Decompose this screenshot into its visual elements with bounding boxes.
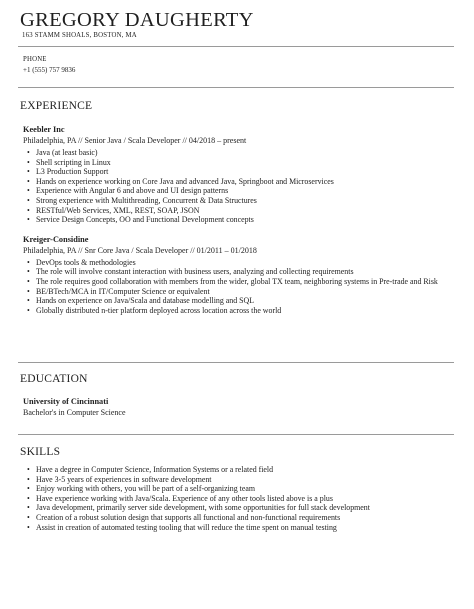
phone-number: +1 (555) 757 9836	[23, 66, 76, 74]
list-item: • Strong experience with Multithreading, Concurrent & Data Structures	[27, 195, 257, 205]
list-item: • The role will involve constant interaction with business users, analyzing and collecting requirements	[27, 267, 354, 277]
list-item: • DevOps tools & methodologies	[27, 257, 136, 267]
experience-divider	[18, 362, 454, 363]
job-entry	[23, 234, 453, 316]
list-item: • Have experience working with Java/Scala. Experience of any other tools listed above is a plus	[27, 493, 333, 503]
bullet-icon: •	[27, 215, 30, 225]
list-item: • Enjoy working with others, you will be part of a self-organizing team	[27, 484, 255, 494]
bullet-icon: •	[27, 267, 30, 277]
experience-section	[23, 124, 453, 315]
experience-heading: EXPERIENCE	[20, 100, 93, 112]
education-heading: EDUCATION	[20, 373, 88, 385]
job-role: Philadelphia, PA // Snr Core Java / Scala Developer // 01/2011 – 01/2018	[23, 245, 257, 255]
job-entry	[23, 124, 453, 225]
bullet-icon: •	[27, 522, 30, 532]
bullet-icon: •	[27, 474, 30, 484]
bullet-icon: •	[27, 286, 30, 296]
list-item: • Globally distributed n-tier platform deployed across location across the world	[27, 305, 282, 315]
list-item: • Creation of a robust solution design that supports all functional and non-functional requirements	[27, 512, 341, 522]
bullet-icon: •	[27, 296, 30, 306]
bullet-icon: •	[27, 484, 30, 494]
contact-divider	[18, 87, 454, 88]
skills-heading: SKILLS	[20, 446, 61, 458]
header-divider	[18, 46, 454, 47]
education-section	[23, 396, 453, 418]
bullet-icon: •	[27, 305, 30, 315]
bullet-icon: •	[27, 148, 30, 157]
skills-list	[23, 465, 453, 532]
job-duties-list	[23, 148, 453, 225]
list-item: • RESTful/Web Services, XML, REST, SOAP, JSON	[27, 205, 200, 215]
candidate-address: 163 STAMM SHOALS, BOSTON, MA	[22, 32, 137, 39]
job-role: Philadelphia, PA // Senior Java / Scala Developer // 04/2018 – present	[23, 136, 247, 145]
list-item: • Experience with Angular 6 and above and UI design patterns	[27, 186, 229, 196]
bullet-icon: •	[27, 465, 30, 474]
bullet-icon: •	[27, 257, 30, 267]
list-item: • Have a degree in Computer Science, Information Systems or a related field	[27, 465, 274, 474]
list-item: • Assist in creation of automated testing tooling that will reduce the time spent on manual testing	[27, 522, 337, 532]
bullet-icon: •	[27, 157, 30, 167]
skills-section	[23, 465, 453, 532]
list-item: • BE/BTech/MCA in IT/Computer Science or equivalent	[27, 286, 210, 296]
bullet-icon: •	[27, 205, 30, 215]
list-item: • Shell scripting in Linux	[27, 157, 111, 167]
bullet-icon: •	[27, 493, 30, 503]
list-item: • Service Design Concepts, OO and Functional Development concepts	[27, 215, 254, 225]
list-item: • Java development, primarily server side development, with some opportunities for full stack development	[27, 503, 370, 513]
bullet-icon: •	[27, 276, 30, 286]
list-item: • Have 3-5 years of experiences in software development	[27, 474, 212, 484]
bullet-icon: •	[27, 167, 30, 177]
candidate-name: GREGORY DAUGHERTY	[20, 9, 254, 31]
list-item: • The role requires good collaboration with members from the wider, global TX team, neighboring systems in Pre-trade and Risk	[27, 276, 438, 286]
list-item: • Java (at least basic)	[27, 148, 98, 157]
bullet-icon: •	[27, 512, 30, 522]
job-company: Keebler Inc	[23, 125, 65, 134]
phone-label: PHONE	[23, 56, 47, 63]
list-item: • Hands on experience on Java/Scala and database modelling and SQL	[27, 296, 255, 306]
list-item: • Hands on experience working on Core Java and advanced Java, Springboot and Microservices	[27, 176, 334, 186]
education-divider	[18, 434, 454, 435]
bullet-icon: •	[27, 503, 30, 513]
degree-name: Bachelor's in Computer Science	[23, 408, 126, 417]
bullet-icon: •	[27, 195, 30, 205]
bullet-icon: •	[27, 176, 30, 186]
job-company: Kreiger-Considine	[23, 234, 89, 244]
school-name: University of Cincinnati	[23, 397, 109, 406]
job-duties-list	[23, 258, 453, 316]
bullet-icon: •	[27, 186, 30, 196]
list-item: • L3 Production Support	[27, 167, 109, 177]
